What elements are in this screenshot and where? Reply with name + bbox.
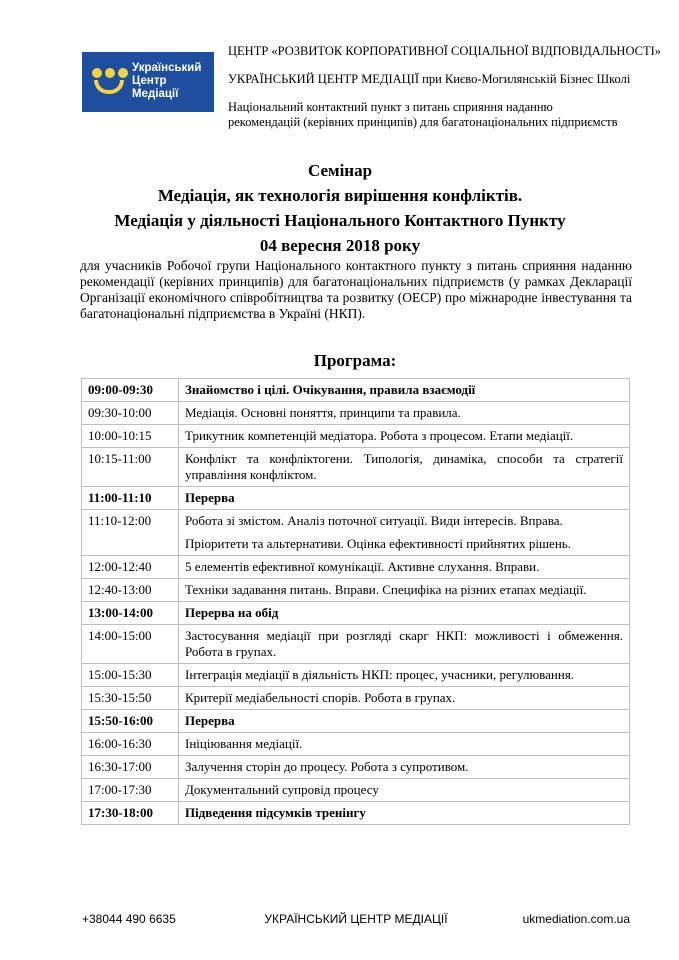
time-cell: 13:00-14:00 [82, 602, 179, 625]
table-row [82, 602, 630, 625]
time-cell: 16:00-16:30 [82, 733, 179, 756]
activity-cell [179, 625, 630, 664]
activity-cell [179, 379, 630, 402]
table-row [82, 579, 630, 602]
activity-text: Ініціювання медіації. [185, 736, 303, 751]
footer-org: УКРАЇНСЬКИЙ ЦЕНТР МЕДІАЦІЇ [264, 912, 448, 926]
time-cell: 16:30-17:00 [82, 756, 179, 779]
activity-cell [179, 402, 630, 425]
activity-cell [179, 579, 630, 602]
table-row [82, 556, 630, 579]
activity-cell [179, 779, 630, 802]
activity-text: Перерва [185, 713, 235, 728]
intro-paragraph: для учасників Робочої групи Національного контактного пункту з питань сприяння наданню рекомендації (керівних принципів) для багатонаціональних підприємств (у рамках Декларації Організації економічного співробітництва та розвитку (ОЕСР) про міжнародне інвестування та багатонаціональні підприємства в Україні (НКП). [80, 258, 632, 321]
activity-text: Підведення підсумків тренінгу [185, 805, 366, 820]
activity-cell [179, 556, 630, 579]
activity-text: 5 елементів ефективної комунікації. Активне слухання. Вправи. [185, 559, 540, 574]
footer-phone: +38044 490 6635 [82, 912, 176, 926]
time-cell: 12:40-13:00 [82, 579, 179, 602]
logo-text: Український Центр Медіації [132, 62, 202, 100]
table-row [82, 425, 630, 448]
activity-cell [179, 664, 630, 687]
time-cell: 17:30-18:00 [82, 802, 179, 825]
time-cell: 10:15-11:00 [82, 448, 179, 487]
activity-text: Застосування медіації при розгляді скарг НКП: можливості і обмеження. Робота в групах. [185, 628, 623, 659]
time-cell: 12:00-12:40 [82, 556, 179, 579]
activity-text: Перерва [185, 490, 235, 505]
activity-cell [179, 448, 630, 487]
logo-emblem-icon [90, 68, 130, 98]
activity-cell [179, 733, 630, 756]
footer [82, 912, 630, 930]
activity-text: Техніки задавання питань. Вправи. Специфіка на різних етапах медіації. [185, 582, 587, 597]
time-cell: 10:00-10:15 [82, 425, 179, 448]
activity-text: Інтеграція медіації в діяльність НКП: процес, учасники, регулювання. [185, 667, 575, 682]
activity-text: Залучення сторін до процесу. Робота з супротивом. [185, 759, 469, 774]
time-cell: 11:10-12:00 [82, 510, 179, 556]
time-cell: 17:00-17:30 [82, 779, 179, 802]
table-row [82, 448, 630, 487]
table-row [82, 664, 630, 687]
letterhead-line-2: УКРАЇНСЬКИЙ ЦЕНТР МЕДІАЦІЇ при Києво-Могилянській Бізнес Школі [228, 72, 631, 86]
activity-cell [179, 687, 630, 710]
table-row [82, 733, 630, 756]
table-row [82, 802, 630, 825]
activity-text: Перерва на обід [185, 605, 279, 620]
program-heading: Програма: [313, 351, 397, 370]
program-table [81, 378, 630, 825]
table-row [82, 687, 630, 710]
activity-cell [179, 710, 630, 733]
time-cell: 14:00-15:00 [82, 625, 179, 664]
activity-text: Робота зі змістом. Аналіз поточної ситуації. Види інтересів. Вправа. [185, 513, 563, 528]
title-line-3: Медіація у діяльності Національного Контактного Пункту [114, 211, 566, 230]
time-cell: 15:50-16:00 [82, 710, 179, 733]
activity-cell [179, 602, 630, 625]
time-cell: 15:30-15:50 [82, 687, 179, 710]
table-row [82, 487, 630, 510]
activity-text: Знайомство і цілі. Очікування, правила взаємодії [185, 382, 476, 397]
table-row [82, 710, 630, 733]
table-row [82, 779, 630, 802]
activity-cell [179, 756, 630, 779]
activity-text: Трикутник компетенцій медіатора. Робота з процесом. Етапи медіації. [185, 428, 574, 443]
table-row [82, 510, 630, 556]
activity-cell [179, 802, 630, 825]
letterhead [228, 44, 662, 130]
title-line-2: Медіація, як технологія вирішення конфліктів. [157, 186, 523, 205]
activity-cell [179, 510, 630, 556]
organization-logo [82, 52, 214, 112]
time-cell: 11:00-11:10 [82, 487, 179, 510]
seminar-title [60, 158, 620, 258]
seminar-date: 04 вересня 2018 року [259, 236, 421, 255]
title-line-1: Семінар [307, 161, 373, 180]
time-cell: 15:00-15:30 [82, 664, 179, 687]
activity-cell [179, 425, 630, 448]
activity-cell [179, 487, 630, 510]
activity-text: Медіація. Основні поняття, принципи та правила. [185, 405, 461, 420]
time-cell: 09:00-09:30 [82, 379, 179, 402]
letterhead-line-3: Національний контактний пункт з питань сприяння наданню рекомендацій (керівних принципів) для багатонаціональних підприємств [228, 100, 618, 129]
letterhead-line-1: ЦЕНТР «РОЗВИТОК КОРПОРАТИВНОЇ СОЦІАЛЬНОЇ ВІДПОВІДАЛЬНОСТІ» [228, 44, 662, 58]
footer-site: ukmediation.com.ua [522, 912, 630, 926]
activity-text: Конфлікт та конфліктогени. Типологія, динаміка, способи та стратегії управління конфліктом. [185, 451, 623, 482]
time-cell: 09:30-10:00 [82, 402, 179, 425]
table-row [82, 402, 630, 425]
table-row [82, 625, 630, 664]
activity-text: Документальний супровід процесу [185, 782, 379, 797]
table-row [82, 379, 630, 402]
table-row [82, 756, 630, 779]
activity-text-2: Пріоритети та альтернативи. Оцінка ефективності прийнятих рішень. [185, 536, 571, 551]
activity-text: Критерії медіабельності спорів. Робота в групах. [185, 690, 456, 705]
